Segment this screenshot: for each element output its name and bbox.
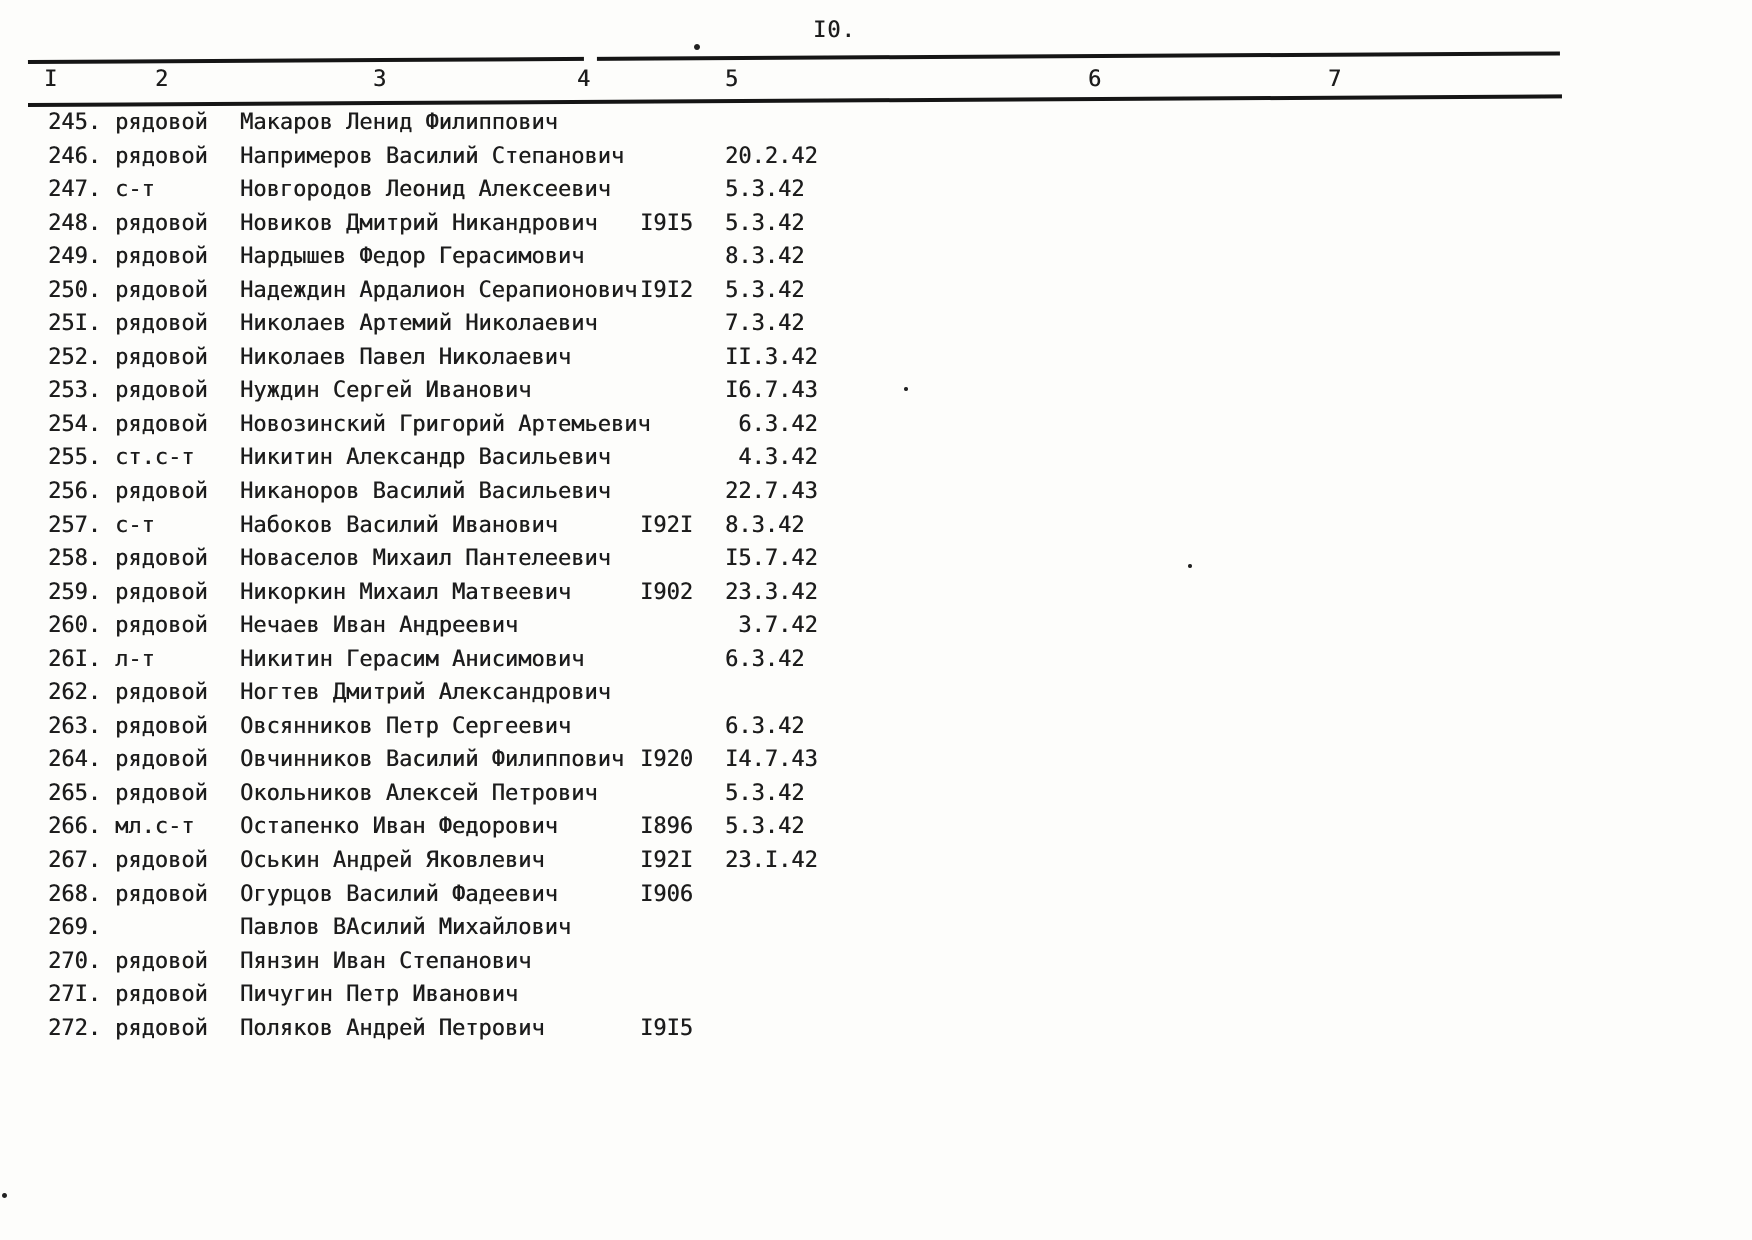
scan-speck — [1188, 564, 1192, 568]
row-number-cell: 252. — [48, 344, 101, 370]
date-cell: 6.3.42 — [725, 713, 805, 739]
name-cell: Овчинников Василий Филиппович — [240, 747, 625, 773]
rank-cell: рядовой — [115, 210, 208, 236]
rank-cell: рядовой — [115, 344, 208, 370]
table-row — [0, 408, 1752, 442]
row-number-cell: 255. — [48, 445, 101, 471]
date-cell: 5.3.42 — [725, 780, 805, 806]
row-number-cell: 266. — [48, 814, 101, 840]
table-row — [0, 140, 1752, 174]
table-row — [0, 844, 1752, 878]
scan-speck — [694, 44, 700, 50]
birth-year-cell: I896 — [640, 814, 693, 840]
row-number-cell: 268. — [48, 881, 101, 907]
name-cell: Новаселов Михаил Пантелеевич — [240, 546, 611, 572]
row-number-cell: 248. — [48, 210, 101, 236]
rank-cell: с-т — [115, 177, 155, 203]
name-cell: Нардышев Федор Герасимович — [240, 244, 585, 270]
row-number-cell: 262. — [48, 680, 101, 706]
row-number-cell: 250. — [48, 277, 101, 303]
rank-cell: рядовой — [115, 982, 208, 1008]
date-cell: 5.3.42 — [725, 210, 805, 236]
table-row — [0, 374, 1752, 408]
name-cell: Нуждин Сергей Иванович — [240, 378, 532, 404]
column-number: 2 — [155, 67, 169, 92]
table-row — [0, 1012, 1752, 1046]
date-cell: 7.3.42 — [725, 311, 805, 337]
rank-cell: рядовой — [115, 378, 208, 404]
date-cell: 3.7.42 — [725, 613, 818, 639]
rank-cell: рядовой — [115, 713, 208, 739]
rank-cell: с-т — [115, 512, 155, 538]
table-row — [0, 743, 1752, 777]
table-row — [0, 978, 1752, 1012]
date-cell: I4.7.43 — [725, 747, 818, 773]
name-cell: Никаноров Василий Васильевич — [240, 479, 611, 505]
date-cell: II.3.42 — [725, 344, 818, 370]
row-number-cell: 265. — [48, 780, 101, 806]
scan-speck — [904, 387, 908, 391]
name-cell: Новгородов Леонид Алексеевич — [240, 177, 611, 203]
table-row — [0, 609, 1752, 643]
birth-year-cell: I902 — [640, 579, 693, 605]
scan-speck — [2, 1193, 7, 1198]
row-number-cell: 246. — [48, 143, 101, 169]
table-row — [0, 676, 1752, 710]
column-number: I — [44, 67, 58, 92]
birth-year-cell: I9I2 — [640, 277, 693, 303]
rank-cell: рядовой — [115, 780, 208, 806]
name-cell: Огурцов Василий Фадеевич — [240, 881, 558, 907]
name-cell: Пичугин Петр Иванович — [240, 982, 519, 1008]
row-number-cell: 245. — [48, 110, 101, 135]
date-cell: 6.3.42 — [725, 411, 818, 437]
column-number: 5 — [725, 67, 739, 92]
birth-year-cell: I920 — [640, 747, 693, 773]
row-number-cell: 254. — [48, 411, 101, 437]
row-number-cell: 257. — [48, 512, 101, 538]
page-number: I0. — [813, 18, 856, 43]
name-cell: Никитин Александр Васильевич — [240, 445, 611, 471]
table-row — [0, 911, 1752, 945]
row-number-cell: 25I. — [48, 311, 101, 337]
rank-cell: рядовой — [115, 948, 208, 974]
name-cell: Пянзин Иван Степанович — [240, 948, 532, 974]
date-cell: 5.3.42 — [725, 277, 805, 303]
table-row — [0, 576, 1752, 610]
date-cell: 23.3.42 — [725, 579, 818, 605]
birth-year-cell: I92I — [640, 848, 693, 874]
name-cell: Макаров Ленид Филиппович — [240, 110, 558, 135]
name-cell: Новозинский Григорий Артемьевич — [240, 411, 651, 437]
date-cell: 20.2.42 — [725, 143, 818, 169]
rank-cell: рядовой — [115, 613, 208, 639]
table-row — [0, 240, 1752, 274]
name-cell: Овсянников Петр Сергеевич — [240, 713, 572, 739]
name-cell: Оськин Андрей Яковлевич — [240, 848, 545, 874]
rank-cell: рядовой — [115, 277, 208, 303]
column-number: 4 — [577, 67, 591, 92]
table-row — [0, 274, 1752, 308]
birth-year-cell: I906 — [640, 881, 693, 907]
date-cell: 8.3.42 — [725, 512, 805, 538]
table-row — [0, 173, 1752, 207]
table-row — [0, 710, 1752, 744]
rank-cell: рядовой — [115, 881, 208, 907]
rank-cell: рядовой — [115, 110, 208, 135]
rank-cell: рядовой — [115, 411, 208, 437]
rank-cell: мл.с-т — [115, 814, 195, 840]
table-row — [0, 777, 1752, 811]
roster-rows — [0, 106, 1752, 1045]
rank-cell: рядовой — [115, 479, 208, 505]
name-cell: Окольников Алексей Петрович — [240, 780, 598, 806]
table-row — [0, 878, 1752, 912]
rank-cell: рядовой — [115, 1015, 208, 1041]
date-cell: 5.3.42 — [725, 814, 805, 840]
table-row — [0, 207, 1752, 241]
name-cell: Остапенко Иван Федорович — [240, 814, 558, 840]
date-cell: 6.3.42 — [725, 646, 805, 672]
name-cell: Никоркин Михаил Матвеевич — [240, 579, 572, 605]
row-number-cell: 259. — [48, 579, 101, 605]
row-number-cell: 263. — [48, 713, 101, 739]
rank-cell: ст.с-т — [115, 445, 195, 471]
table-row — [0, 509, 1752, 543]
row-number-cell: 270. — [48, 948, 101, 974]
table-row — [0, 441, 1752, 475]
rank-cell: рядовой — [115, 579, 208, 605]
name-cell: Новиков Дмитрий Никандрович — [240, 210, 598, 236]
row-number-cell: 267. — [48, 848, 101, 874]
name-cell: Павлов ВАсилий Михайлович — [240, 915, 572, 941]
row-number-cell: 256. — [48, 479, 101, 505]
name-cell: Надеждин Ардалион Серапионович — [240, 277, 638, 303]
date-cell: I5.7.42 — [725, 546, 818, 572]
name-cell: Николаев Артемий Николаевич — [240, 311, 598, 337]
row-number-cell: 27I. — [48, 982, 101, 1008]
date-cell: 4.3.42 — [725, 445, 818, 471]
rank-cell: рядовой — [115, 244, 208, 270]
birth-year-cell: I9I5 — [640, 210, 693, 236]
table-row — [0, 106, 1752, 140]
table-row — [0, 810, 1752, 844]
date-cell: 8.3.42 — [725, 244, 805, 270]
date-cell: 22.7.43 — [725, 479, 818, 505]
name-cell: Ногтев Дмитрий Александрович — [240, 680, 611, 706]
column-header-row — [0, 63, 1752, 97]
table-row — [0, 643, 1752, 677]
row-number-cell: 264. — [48, 747, 101, 773]
row-number-cell: 253. — [48, 378, 101, 404]
birth-year-cell: I92I — [640, 512, 693, 538]
name-cell: Поляков Андрей Петрович — [240, 1015, 545, 1041]
rank-cell: рядовой — [115, 311, 208, 337]
table-row — [0, 475, 1752, 509]
name-cell: Нечаев Иван Андреевич — [240, 613, 519, 639]
date-cell: I6.7.43 — [725, 378, 818, 404]
birth-year-cell: I9I5 — [640, 1015, 693, 1041]
column-number: 7 — [1328, 67, 1342, 92]
row-number-cell: 249. — [48, 244, 101, 270]
row-number-cell: 26I. — [48, 646, 101, 672]
column-number: 6 — [1088, 67, 1102, 92]
rank-cell: рядовой — [115, 546, 208, 572]
name-cell: Никитин Герасим Анисимович — [240, 646, 585, 672]
row-number-cell: 269. — [48, 915, 101, 941]
rank-cell: рядовой — [115, 143, 208, 169]
rule-segment — [597, 51, 1560, 60]
rank-cell: рядовой — [115, 747, 208, 773]
table-row — [0, 542, 1752, 576]
row-number-cell: 260. — [48, 613, 101, 639]
table-row — [0, 307, 1752, 341]
table-row — [0, 945, 1752, 979]
name-cell: Николаев Павел Николаевич — [240, 344, 572, 370]
name-cell: Набоков Василий Иванович — [240, 512, 558, 538]
name-cell: Напримеров Василий Степанович — [240, 143, 625, 169]
rank-cell: рядовой — [115, 680, 208, 706]
date-cell: 5.3.42 — [725, 177, 805, 203]
rank-cell: л-т — [115, 646, 155, 672]
row-number-cell: 272. — [48, 1015, 101, 1041]
rank-cell: рядовой — [115, 848, 208, 874]
table-row — [0, 341, 1752, 375]
date-cell: 23.I.42 — [725, 848, 818, 874]
row-number-cell: 258. — [48, 546, 101, 572]
column-number: 3 — [373, 67, 387, 92]
row-number-cell: 247. — [48, 177, 101, 203]
